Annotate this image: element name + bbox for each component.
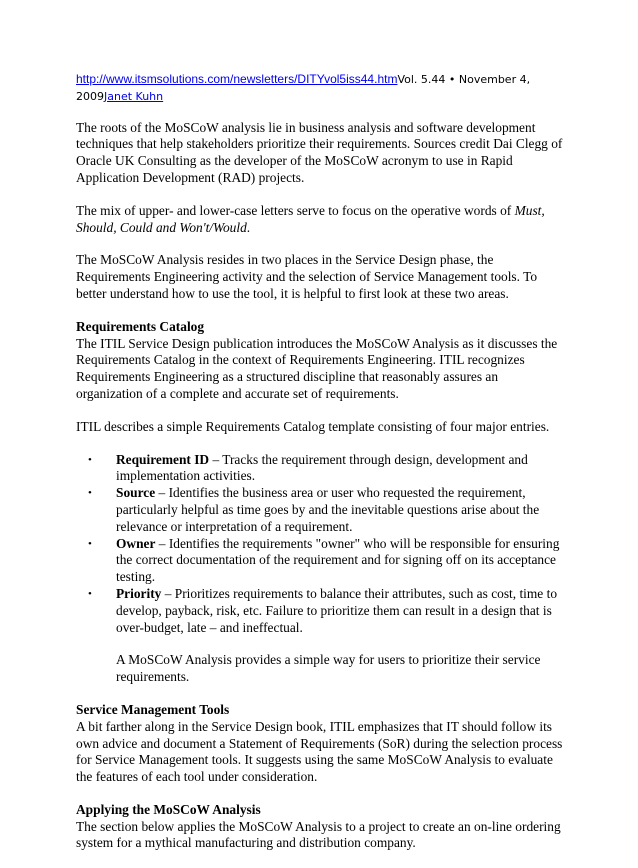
author-link[interactable]: Janet Kuhn — [104, 89, 164, 103]
source-url-link[interactable]: http://www.itsmsolutions.com/newsletters/DITYvol5iss44.htm — [76, 72, 398, 86]
entry-term: Priority — [116, 585, 162, 601]
bullet-icon: • — [88, 487, 92, 500]
requirements-catalog-section — [76, 319, 566, 686]
entry-text: – Tracks the requirement through design, development and implementation activities. — [116, 451, 528, 484]
requirements-catalog-paragraph: The ITIL Service Design publication introduces the MoSCoW Analysis as it discusses the Requirements Catalog in the context of Requirements Engineering. ITIL recognizes Requirements Engineering as a structured discipline that reasonably assures an organization of a complete and accurate set of requirements. — [76, 335, 558, 401]
moscow-words-emphasis: Must, Should, Could and Won't/Would — [76, 202, 545, 235]
applying-moscow-heading: Applying the MoSCoW Analysis — [76, 801, 261, 817]
moscow-letters-paragraph — [76, 203, 566, 237]
list-item — [76, 586, 566, 636]
catalog-template-paragraph: ITIL describes a simple Requirements Catalog template consisting of four major entries. — [76, 418, 550, 434]
bullet-icon: • — [88, 453, 92, 466]
list-item — [76, 536, 566, 586]
entry-term: Owner — [116, 535, 156, 551]
service-management-tools-heading: Service Management Tools — [76, 701, 230, 717]
bullet-icon: • — [88, 587, 92, 600]
service-management-tools-section — [76, 702, 566, 786]
service-design-paragraph: The MoSCoW Analysis resides in two places in the Service Design phase, the Requirements Engineering activity and the selection of Service Management tools. To better understand how to use the tool, it is helpful to first look at these two areas. — [76, 252, 538, 301]
entry-term: Requirement ID — [116, 451, 210, 467]
list-item — [76, 485, 566, 535]
applying-moscow-section — [76, 802, 566, 852]
bullet-icon: • — [88, 537, 92, 550]
moscow-letters-end: . — [246, 219, 251, 235]
catalog-entries-list — [76, 452, 566, 637]
moscow-note-paragraph: A MoSCoW Analysis provides a simple way for users to prioritize their service requirements. — [116, 652, 541, 685]
requirements-catalog-heading: Requirements Catalog — [76, 318, 205, 334]
article-header — [76, 71, 566, 106]
service-management-tools-paragraph: A bit farther along in the Service Design book, ITIL emphasizes that IT should follow its own advice and document a Statement of Requirements (SoR) during the selection process for Service Management tools. It suggests using the same MoSCoW Analysis to evaluate the features of each tool under consideration. — [76, 718, 563, 785]
intro-paragraph: The roots of the MoSCoW analysis lie in business analysis and software development techniques that help stakeholders prioritize their requirements. Sources credit Dai Clegg of Oracle UK Consulting as the developer of the MoSCoW acronym to use in Rapid Application Development (RAD) projects. — [76, 119, 563, 185]
entry-text: – Identifies the requirements "owner" who will be responsible for ensuring the correct documentation of the requirement and for signing off on its acceptance testing. — [116, 535, 560, 585]
list-item — [76, 452, 566, 486]
issue-meta: Vol. 5.44 • November 4, 2009 — [76, 73, 531, 103]
entry-term: Source — [116, 485, 156, 501]
document-page — [76, 71, 566, 868]
moscow-letters-text: The mix of upper- and lower-case letters serve to focus on the operative words of — [76, 202, 515, 218]
applying-moscow-paragraph: The section below applies the MoSCoW Analysis to a project to create an on-line ordering system for a mythical manufacturing and distribution company. — [76, 818, 561, 851]
entry-text: – Prioritizes requirements to balance their attributes, such as cost, time to develop, payback, risk, etc. Failure to prioritize them can result in a design that is over-budget, late – and ineffectual. — [116, 585, 558, 635]
entry-text: – Identifies the business area or user who requested the requirement, particularly helpful as time goes by and the inevitable questions arise about the relevance or interpretation of a requirement. — [116, 485, 540, 534]
